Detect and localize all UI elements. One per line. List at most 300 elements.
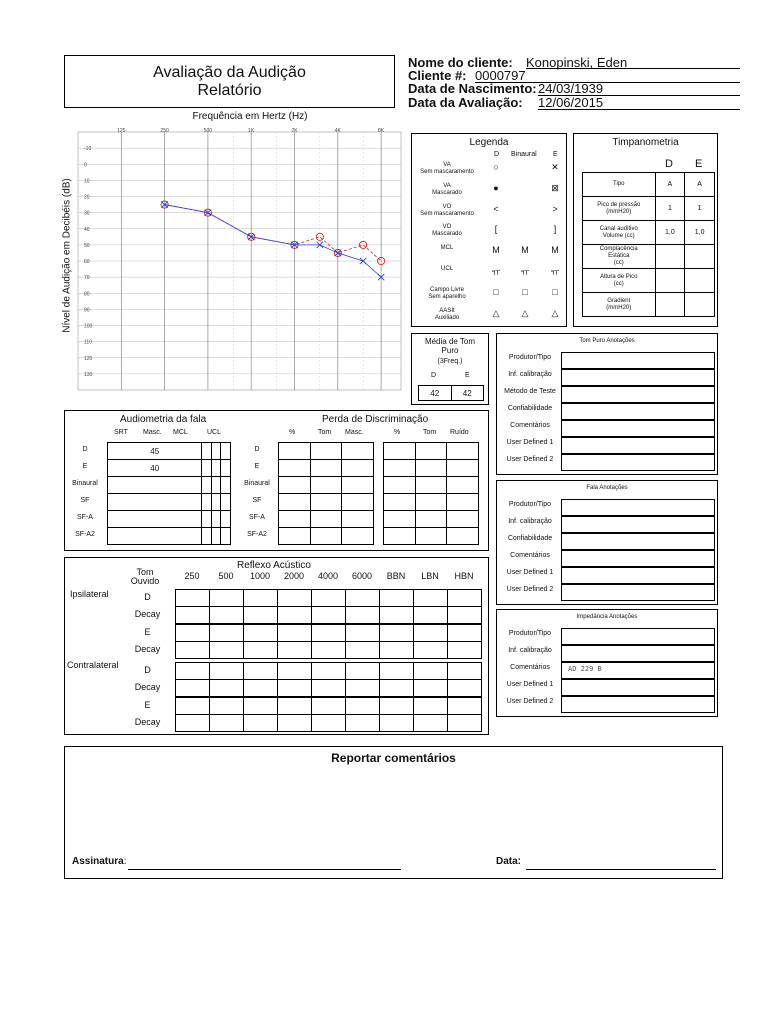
reflex-cell[interactable] (244, 625, 278, 642)
reflex-cell[interactable] (312, 663, 346, 680)
reflex-cell[interactable] (278, 715, 312, 732)
reflex-cell[interactable] (346, 607, 380, 624)
tymp-col-d: D (665, 158, 673, 170)
freq-tick-label: 250 (160, 128, 169, 134)
tympanometry-box (573, 133, 718, 327)
reflex-ear-label: E (144, 700, 151, 710)
ipsilateral-label: Ipsilateral (70, 589, 109, 599)
reflex-cell[interactable] (414, 642, 448, 659)
legend-row-label: VA Sem mascaramento (420, 162, 474, 175)
note-field-label: User Defined 1 (506, 439, 554, 446)
speech-grid-cell[interactable] (342, 460, 374, 477)
speech-grid-cell[interactable] (211, 460, 221, 477)
reflex-cell[interactable] (448, 590, 482, 607)
reflex-tone-header: Tom Ouvido (130, 567, 160, 586)
tymp-d-value: 1 (655, 197, 685, 221)
reflex-cell[interactable] (448, 663, 482, 680)
reflex-cell[interactable] (176, 663, 210, 680)
reflex-cell[interactable] (346, 590, 380, 607)
reflex-cell[interactable] (346, 642, 380, 659)
speech-grid-cell[interactable] (108, 511, 202, 528)
legend-symbol-d: □ (493, 286, 499, 297)
reflex-cell[interactable] (210, 607, 244, 624)
contralateral-label: Contralateral (67, 660, 119, 670)
note-field-input[interactable] (561, 369, 715, 386)
speech-grid-cell[interactable] (415, 460, 447, 477)
speech-grid-cell[interactable] (108, 494, 202, 511)
note-field-input[interactable] (561, 437, 715, 454)
note-field-input[interactable] (561, 533, 715, 550)
note-field-label: User Defined 2 (506, 456, 554, 463)
legend-row-label: UCL (440, 266, 453, 272)
note-field-label: Comentários (510, 552, 550, 559)
speech-grid-cell[interactable] (415, 477, 447, 494)
speech-grid-cell[interactable] (108, 528, 202, 545)
db-tick-label: -10 (84, 146, 92, 153)
reflex-cell[interactable] (278, 680, 312, 697)
reflex-cell[interactable] (448, 715, 482, 732)
legend-symbol-d: ○ (493, 162, 499, 172)
speech-grid-row (279, 460, 374, 477)
speech-grid-cell[interactable] (202, 528, 212, 545)
reflex-cell[interactable] (176, 698, 210, 715)
birth-date-value: 24/03/1939 (538, 81, 604, 96)
speech-grid-row (279, 494, 374, 511)
legend-symbol-binaural: ㅠ (520, 268, 530, 278)
speech-table-left (107, 442, 231, 545)
speech-grid-cell[interactable] (221, 443, 231, 460)
note-field-input[interactable] (561, 420, 715, 437)
speech-grid-cell[interactable] (447, 494, 479, 511)
reflex-cell[interactable] (244, 680, 278, 697)
reflex-ear-label: Decay (134, 682, 161, 692)
legend-symbol-e: > (552, 203, 558, 214)
reflex-cell[interactable] (312, 680, 346, 697)
reflex-cell[interactable] (380, 698, 414, 715)
tymp-row (583, 293, 715, 317)
speech-grid-cell[interactable] (447, 528, 479, 545)
note-field-input[interactable] (561, 628, 715, 645)
note-field-input[interactable] (561, 679, 715, 696)
tymp-row (583, 269, 715, 293)
note-field-label: Inf. calibração (508, 371, 552, 378)
series-line-e (165, 205, 382, 278)
reflex-cell[interactable] (448, 680, 482, 697)
speech-grid-cell[interactable] (342, 528, 374, 545)
speech-grid-cell[interactable] (447, 477, 479, 494)
db-tick-label: 0 (84, 162, 87, 169)
speech-grid-cell[interactable] (384, 511, 416, 528)
note-field-label: Confiabilidade (507, 405, 553, 412)
speech-grid-row (384, 460, 479, 477)
tymp-row-label: Gradient (mmH20) (583, 293, 656, 317)
reflex-grid-row (176, 680, 482, 697)
tymp-e-value (685, 293, 715, 317)
reflex-cell[interactable] (312, 625, 346, 642)
reflex-cell[interactable] (312, 715, 346, 732)
speech-grid-cell[interactable] (202, 494, 212, 511)
speech-grid-cell[interactable] (202, 460, 212, 477)
tymp-d-value (655, 269, 685, 293)
report-title: Avaliação da Audição (153, 64, 306, 81)
reflex-freq-header: 1000 (249, 571, 271, 581)
speech-col-header: SRT (114, 429, 128, 436)
legend-title: Legenda (469, 137, 509, 148)
reflex-cell[interactable] (210, 625, 244, 642)
reflex-cell[interactable] (312, 698, 346, 715)
note-field-label: User Defined 1 (506, 569, 554, 576)
legend-col-d: D (494, 151, 500, 158)
note-field-input[interactable] (561, 584, 715, 601)
speech-notes-box (496, 480, 718, 605)
client-id-label: Cliente #: (408, 68, 467, 83)
legend-symbol-e: ㅠ (550, 268, 560, 278)
reflex-cell[interactable] (278, 663, 312, 680)
reflex-cell[interactable] (346, 698, 380, 715)
reflex-cell[interactable] (346, 715, 380, 732)
legend-row-label: MCL (440, 245, 454, 252)
db-tick-label: 120 (84, 355, 93, 362)
reflex-cell[interactable] (414, 698, 448, 715)
speech-grid-cell[interactable] (211, 528, 221, 545)
reflex-cell[interactable] (448, 642, 482, 659)
speech-grid-cell[interactable] (447, 443, 479, 460)
speech-row-label: E (82, 463, 88, 470)
reflex-cell[interactable] (210, 715, 244, 732)
tympanometry-title: Timpanometria (612, 137, 679, 148)
speech-grid-cell[interactable] (279, 460, 311, 477)
speech-grid-cell[interactable] (221, 528, 231, 545)
note-field-input[interactable] (561, 403, 715, 420)
speech-grid-row (108, 460, 231, 477)
client-id-value: 0000797 (475, 68, 526, 83)
legend-symbol-e: ⊠ (551, 182, 559, 193)
reflex-ear-label: Decay (134, 717, 161, 727)
reflex-cell[interactable] (210, 698, 244, 715)
reflex-cell[interactable] (176, 642, 210, 659)
legend-row-label: VO Sem mascaramento (420, 203, 474, 217)
disc-row-label: E (254, 463, 260, 470)
db-tick-label: 100 (84, 323, 93, 330)
reflex-freq-header: HBN (454, 571, 474, 581)
reflex-cell[interactable] (346, 663, 380, 680)
note-field-input[interactable]: AD 229 B (561, 662, 715, 679)
tymp-row-label: Altura de Pico (cc) (583, 269, 656, 293)
speech-grid-cell[interactable] (415, 443, 447, 460)
reflex-cell[interactable] (380, 590, 414, 607)
reflex-cell[interactable] (210, 642, 244, 659)
reflex-cell[interactable] (210, 663, 244, 680)
reflex-ear-label: D (144, 665, 151, 675)
speech-grid-cell[interactable] (415, 494, 447, 511)
legend-symbol-d: < (493, 203, 499, 214)
legend-row-label: VO Mascarado (432, 224, 462, 238)
legend-symbol-d: △ (492, 307, 500, 318)
reflex-cell[interactable] (380, 680, 414, 697)
legend-symbol-binaural: M (521, 245, 529, 256)
pure-tone-notes-title: Tom Puro Anotações (579, 338, 635, 344)
reflex-grid-row (176, 642, 482, 659)
tymp-e-value: A (685, 173, 715, 197)
tymp-e-value (685, 245, 715, 269)
speech-grid-cell[interactable] (384, 494, 416, 511)
note-field-label: Inf. calibração (508, 647, 552, 654)
db-tick-label: 50 (84, 242, 90, 249)
legend-col-binaural: Binaural (511, 151, 537, 158)
speech-grid-cell[interactable] (202, 443, 212, 460)
legend-row-label: VA Mascarado (432, 182, 462, 196)
reflex-cell[interactable] (176, 680, 210, 697)
speech-grid-cell[interactable] (310, 443, 342, 460)
note-field-label: Produtor/Tipo (508, 630, 552, 637)
reflex-cell[interactable] (312, 642, 346, 659)
reflex-cell[interactable] (380, 715, 414, 732)
reflex-cell[interactable] (414, 680, 448, 697)
reflex-cell[interactable] (244, 663, 278, 680)
pta-sub: (3Freq.) (437, 358, 463, 365)
note-field-label: Comentários (510, 664, 550, 671)
note-field-input[interactable] (561, 516, 715, 533)
speech-grid-cell[interactable] (211, 477, 221, 494)
speech-grid-cell[interactable] (342, 494, 374, 511)
speech-grid-cell[interactable] (310, 528, 342, 545)
speech-grid-cell[interactable] (211, 494, 221, 511)
reflex-grid-row (176, 663, 482, 680)
reflex-cell[interactable] (244, 642, 278, 659)
speech-grid-row (384, 443, 479, 460)
note-field-label: Comentários (510, 422, 550, 429)
reflex-cell[interactable] (414, 715, 448, 732)
speech-title: Audiometria da fala (120, 414, 207, 425)
speech-grid-cell[interactable] (108, 477, 202, 494)
eval-date-value: 12/06/2015 (538, 95, 604, 110)
reflex-cell[interactable] (176, 607, 210, 624)
freq-tick-label: 500 (203, 128, 213, 134)
reflex-cell[interactable] (312, 607, 346, 624)
note-field-label: User Defined 2 (506, 586, 554, 593)
impedance-notes-title: Impedância Anotações (576, 614, 638, 620)
pta-d-value: 42 (419, 386, 452, 401)
note-field-input[interactable] (561, 352, 715, 369)
tymp-row-label: Tipo (583, 173, 656, 197)
speech-grid-cell[interactable] (342, 477, 374, 494)
speech-grid-cell[interactable] (310, 460, 342, 477)
date-line[interactable] (526, 869, 716, 870)
reflex-ear-label: Decay (134, 609, 161, 619)
note-field-input[interactable] (561, 454, 715, 471)
reflex-cell[interactable] (176, 590, 210, 607)
disc-row-label: SF-A (249, 514, 265, 521)
reflex-cell[interactable] (176, 625, 210, 642)
speech-grid-cell[interactable] (279, 477, 311, 494)
disc-col-header: Tom (423, 429, 437, 436)
legend-symbol-e: △ (551, 307, 559, 318)
reflex-cell[interactable] (244, 590, 278, 607)
reflex-cell[interactable] (380, 607, 414, 624)
speech-grid-cell[interactable] (211, 443, 221, 460)
reflex-cell[interactable] (380, 642, 414, 659)
speech-grid-cell[interactable] (221, 477, 231, 494)
legend-symbol-d: ● (493, 182, 499, 193)
speech-grid-cell[interactable] (202, 511, 212, 528)
db-tick-label: 30 (84, 210, 90, 217)
audiogram-ylabel: Nível de Audição em Decibéis (dB) (61, 178, 73, 333)
audiogram-title: Frequência em Hertz (Hz) (192, 111, 308, 122)
disc-row-label: D (254, 446, 260, 453)
reflex-grid-row (176, 625, 482, 642)
discrimination-title: Perda de Discriminação (322, 414, 429, 425)
note-field-input[interactable] (561, 386, 715, 403)
legend-col-e: E (553, 151, 558, 158)
speech-row-label: SF-A (77, 514, 93, 521)
speech-grid-row (108, 477, 231, 494)
disc-col-header: Ruído (450, 429, 469, 436)
disc-row-label: SF (252, 497, 262, 504)
reflex-freq-header: 250 (184, 571, 200, 581)
speech-grid-cell[interactable] (202, 477, 212, 494)
reflex-freq-header: 2000 (283, 571, 305, 581)
disc-col-header: % (289, 429, 296, 436)
speech-col-header: UCL (207, 429, 222, 436)
client-name-value: Konopinski, Eden (526, 55, 628, 70)
speech-grid-cell[interactable] (310, 477, 342, 494)
reflex-grid-row (176, 590, 482, 607)
reflex-cell[interactable] (448, 698, 482, 715)
note-field-label: Inf. calibração (508, 518, 552, 525)
speech-grid-cell[interactable]: 40 (108, 460, 202, 477)
db-tick-label: 60 (84, 259, 90, 265)
speech-notes-title: Fala Anotações (586, 485, 628, 491)
speech-grid-cell[interactable] (211, 511, 221, 528)
signature-label-text: Assinatura (72, 856, 124, 867)
reflex-cell[interactable] (414, 663, 448, 680)
reflex-cell[interactable] (176, 715, 210, 732)
reflex-cell[interactable] (210, 590, 244, 607)
date-label: Data: (496, 856, 522, 867)
signature-label: Assinatura: (72, 856, 127, 867)
speech-grid-cell[interactable] (415, 511, 447, 528)
reflex-cell[interactable] (278, 590, 312, 607)
speech-grid-cell[interactable] (279, 443, 311, 460)
reflex-cell[interactable] (278, 607, 312, 624)
speech-grid-row (279, 511, 374, 528)
reflex-cell[interactable] (278, 642, 312, 659)
reflex-cell[interactable] (346, 625, 380, 642)
freq-tick-label: 1K (248, 128, 255, 134)
reflex-cell[interactable] (244, 698, 278, 715)
speech-grid-cell[interactable] (221, 494, 231, 511)
speech-grid-row (108, 511, 231, 528)
reflex-cell[interactable] (278, 698, 312, 715)
db-tick-label: 10 (84, 178, 90, 185)
speech-grid-cell[interactable] (384, 528, 416, 545)
speech-grid-cell[interactable] (415, 528, 447, 545)
note-field-label: User Defined 2 (506, 698, 554, 705)
note-field-input[interactable] (561, 567, 715, 584)
speech-grid-cell[interactable] (221, 511, 231, 528)
reflex-cell[interactable] (414, 590, 448, 607)
legend-symbol-binaural: △ (521, 307, 529, 318)
pta-table (418, 385, 484, 401)
reflex-ear-label: D (144, 592, 151, 602)
legend-symbol-d: ㅠ (491, 268, 501, 278)
speech-grid-cell[interactable] (384, 477, 416, 494)
speech-grid-cell[interactable] (310, 511, 342, 528)
reflex-cell[interactable] (448, 625, 482, 642)
reflex-cell[interactable] (346, 680, 380, 697)
signature-line[interactable] (128, 869, 401, 870)
speech-grid-cell[interactable] (342, 511, 374, 528)
note-field-input[interactable] (561, 550, 715, 567)
pta-col-e: E (465, 372, 470, 379)
freq-tick-label: 8K (378, 128, 385, 134)
speech-grid-cell[interactable] (447, 511, 479, 528)
tymp-row-label: Pico de pressão (mmH20) (583, 197, 656, 221)
speech-grid-row (108, 494, 231, 511)
speech-grid-cell[interactable] (221, 460, 231, 477)
pta-title: Média de Tom Puro (424, 337, 476, 355)
reflex-cell[interactable] (278, 625, 312, 642)
disc-row-label: Binaural (244, 480, 270, 487)
reflex-cell[interactable] (414, 607, 448, 624)
reflex-cell[interactable] (380, 625, 414, 642)
reflex-ear-label: Decay (134, 644, 161, 654)
legend-symbol-d: M (492, 245, 500, 256)
pta-box (411, 333, 489, 405)
reflex-cell[interactable] (210, 680, 244, 697)
reflex-cell[interactable] (312, 590, 346, 607)
acoustic-reflex-box (64, 557, 489, 735)
reflex-cell[interactable] (244, 715, 278, 732)
speech-grid-cell[interactable] (384, 460, 416, 477)
speech-grid-cell[interactable] (447, 460, 479, 477)
reflex-cell[interactable] (414, 625, 448, 642)
reflex-grid-row (176, 715, 482, 732)
speech-grid-row (384, 528, 479, 545)
series-line-d (165, 205, 382, 261)
speech-grid-cell[interactable] (279, 528, 311, 545)
speech-grid-row (279, 528, 374, 545)
speech-grid-cell[interactable] (342, 443, 374, 460)
disc-col-header: Tom (318, 429, 332, 436)
reflex-grid-row (176, 607, 482, 624)
reflex-cell[interactable] (244, 607, 278, 624)
speech-grid-cell[interactable] (384, 443, 416, 460)
discrimination-table-mid (278, 442, 374, 545)
tymp-d-value (655, 245, 685, 269)
speech-grid-cell[interactable] (279, 511, 311, 528)
speech-grid-cell[interactable] (310, 494, 342, 511)
pta-e-value: 42 (451, 386, 484, 401)
speech-grid-cell[interactable] (279, 494, 311, 511)
tympanometry-table (582, 172, 715, 317)
reflex-freq-header: 500 (218, 571, 234, 581)
reflex-freq-header: BBN (386, 571, 406, 581)
legend-symbol-binaural: □ (522, 286, 528, 297)
speech-grid-row (384, 477, 479, 494)
speech-grid-cell[interactable]: 45 (108, 443, 202, 460)
db-tick-label: 130 (84, 371, 93, 378)
note-field-label: Produtor/Tipo (508, 501, 552, 508)
comments-title: Reportar comentários (331, 751, 456, 765)
reflex-cell[interactable] (380, 663, 414, 680)
reflex-ear-label: E (144, 627, 151, 637)
note-field-input[interactable] (561, 696, 715, 713)
reflex-cell[interactable] (448, 607, 482, 624)
note-field-input[interactable] (561, 645, 715, 662)
note-field-input[interactable] (561, 499, 715, 516)
db-tick-label: 110 (84, 339, 92, 346)
